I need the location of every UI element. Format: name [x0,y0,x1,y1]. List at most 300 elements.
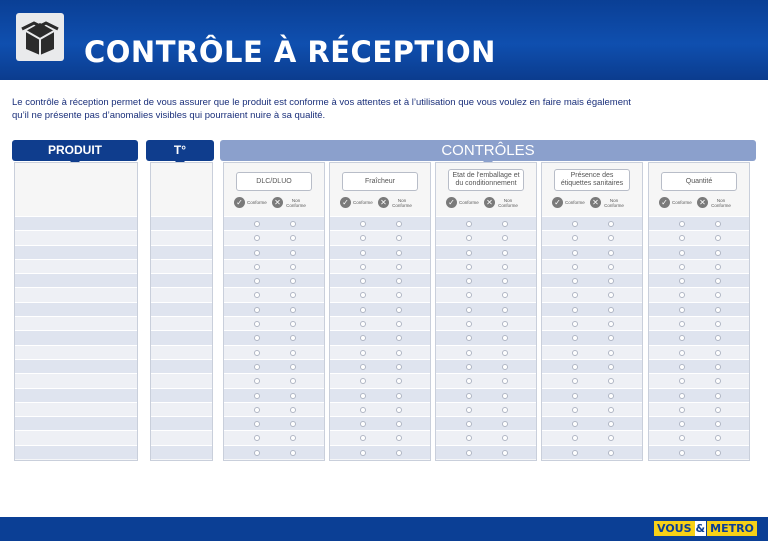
conforme-radio[interactable] [679,364,685,370]
non-conforme-radio[interactable] [396,264,402,270]
table-row[interactable] [151,373,212,387]
non-conforme-text: Non Conforme [392,197,412,208]
conforme-radio[interactable] [360,235,366,241]
non-conforme-text: Non Conforme [711,197,731,208]
non-conforme-radio[interactable] [502,335,508,341]
non-conforme-radio[interactable] [608,235,614,241]
conforme-radio[interactable] [679,350,685,356]
conforme-radio[interactable] [360,307,366,313]
conforme-radio[interactable] [572,350,578,356]
temperature-rows [151,216,212,459]
conforme-radio[interactable] [679,250,685,256]
table-row [649,430,749,444]
table-row [542,216,642,230]
conforme-radio[interactable] [466,292,472,298]
page-title: CONTRÔLE À RÉCEPTION [84,35,496,69]
control-column-4 [648,162,750,461]
non-conforme-radio[interactable] [502,378,508,384]
control-legend [330,196,430,210]
non-conforme-legend [272,197,307,208]
non-conforme-radio[interactable] [290,421,296,427]
column-header-temperature [146,140,214,161]
table-row [436,216,536,230]
conforme-radio[interactable] [679,450,685,456]
control-column-top [542,163,642,216]
conforme-radio[interactable] [254,364,260,370]
conforme-radio[interactable] [360,364,366,370]
conforme-radio[interactable] [466,321,472,327]
non-conforme-radio[interactable] [290,321,296,327]
table-row [436,359,536,373]
table-row [436,430,536,444]
non-conforme-radio[interactable] [715,421,721,427]
conforme-radio[interactable] [572,335,578,341]
conforme-radio[interactable] [360,335,366,341]
conforme-legend [552,197,585,208]
non-conforme-radio[interactable] [715,393,721,399]
conforme-radio[interactable] [254,235,260,241]
temperature-column[interactable] [150,162,213,461]
conforme-radio[interactable] [360,407,366,413]
conforme-radio[interactable] [679,307,685,313]
non-conforme-radio[interactable] [396,378,402,384]
cross-icon: ✕ [590,197,601,208]
table-row[interactable] [151,302,212,316]
conforme-radio[interactable] [254,393,260,399]
conforme-radio[interactable] [572,450,578,456]
control-rows [649,216,749,459]
non-conforme-radio[interactable] [502,393,508,399]
table-row[interactable] [15,345,137,359]
conforme-radio[interactable] [572,264,578,270]
conforme-radio[interactable] [254,335,260,341]
table-row [542,273,642,287]
table-row [224,259,324,273]
conforme-legend [446,197,479,208]
conforme-radio[interactable] [254,421,260,427]
conforme-radio[interactable] [572,292,578,298]
table-row[interactable] [151,359,212,373]
conforme-radio[interactable] [679,292,685,298]
table-row [330,345,430,359]
table-row [542,345,642,359]
non-conforme-radio[interactable] [715,450,721,456]
conforme-radio[interactable] [360,264,366,270]
conforme-legend [659,197,692,208]
table-row[interactable] [15,287,137,301]
intro-text [12,96,752,122]
temperature-column-top [151,163,212,216]
non-conforme-radio[interactable] [290,307,296,313]
non-conforme-radio[interactable] [608,221,614,227]
table-row [542,402,642,416]
non-conforme-radio[interactable] [396,321,402,327]
conforme-radio[interactable] [360,321,366,327]
non-conforme-radio[interactable] [396,393,402,399]
table-row[interactable] [15,373,137,387]
conforme-radio[interactable] [679,435,685,441]
non-conforme-radio[interactable] [715,235,721,241]
conforme-text: Conforme [247,200,267,205]
table-row [649,416,749,430]
table-row [224,388,324,402]
table-row [330,416,430,430]
non-conforme-radio[interactable] [715,221,721,227]
non-conforme-legend [378,197,413,208]
table-row[interactable] [15,302,137,316]
non-conforme-radio[interactable] [608,435,614,441]
table-row [330,330,430,344]
non-conforme-radio[interactable] [502,235,508,241]
non-conforme-radio[interactable] [608,378,614,384]
table-row[interactable] [151,402,212,416]
table-row[interactable] [15,259,137,273]
conforme-radio[interactable] [466,378,472,384]
table-row [649,259,749,273]
conforme-radio[interactable] [254,264,260,270]
produit-column[interactable] [14,162,138,461]
table-row [649,273,749,287]
non-conforme-radio[interactable] [715,350,721,356]
table-row [224,245,324,259]
intro-line-2: qu’il ne présente pas d’anomalies visibles qui pourraient nuire à sa qualité. [12,110,326,121]
non-conforme-radio[interactable] [396,307,402,313]
conforme-radio[interactable] [466,435,472,441]
brand-ampersand: & [695,522,706,535]
table-row [330,230,430,244]
conforme-radio[interactable] [254,321,260,327]
table-row[interactable] [15,388,137,402]
non-conforme-radio[interactable] [290,335,296,341]
table-row [330,287,430,301]
conforme-radio[interactable] [572,250,578,256]
non-conforme-radio[interactable] [715,250,721,256]
table-row[interactable] [151,245,212,259]
non-conforme-radio[interactable] [608,393,614,399]
non-conforme-radio[interactable] [502,221,508,227]
conforme-radio[interactable] [572,278,578,284]
conforme-radio[interactable] [679,235,685,241]
table-row[interactable] [15,430,137,444]
table-row [224,402,324,416]
conforme-radio[interactable] [572,378,578,384]
non-conforme-radio[interactable] [502,435,508,441]
non-conforme-radio[interactable] [608,421,614,427]
table-row[interactable] [15,216,137,230]
table-row [649,245,749,259]
table-row [330,430,430,444]
column-header-controles [220,140,756,161]
non-conforme-radio[interactable] [608,364,614,370]
conforme-radio[interactable] [466,335,472,341]
footer-bar [0,517,768,541]
non-conforme-radio[interactable] [396,278,402,284]
non-conforme-radio[interactable] [715,307,721,313]
non-conforme-radio[interactable] [396,364,402,370]
non-conforme-radio[interactable] [290,278,296,284]
conforme-radio[interactable] [254,307,260,313]
table-row [649,330,749,344]
non-conforme-radio[interactable] [608,450,614,456]
table-row[interactable] [151,416,212,430]
conforme-radio[interactable] [466,407,472,413]
conforme-radio[interactable] [254,378,260,384]
table-row [224,359,324,373]
cross-icon: ✕ [378,197,389,208]
conforme-radio[interactable] [679,407,685,413]
non-conforme-radio[interactable] [396,407,402,413]
conforme-radio[interactable] [466,421,472,427]
table-row [436,345,536,359]
non-conforme-radio[interactable] [608,321,614,327]
non-conforme-radio[interactable] [715,292,721,298]
conforme-radio[interactable] [360,292,366,298]
conforme-radio[interactable] [360,393,366,399]
table-row [436,373,536,387]
non-conforme-radio[interactable] [396,421,402,427]
non-conforme-radio[interactable] [290,221,296,227]
control-column-1 [329,162,431,461]
non-conforme-radio[interactable] [502,292,508,298]
check-icon: ✓ [340,197,351,208]
table-row [330,245,430,259]
non-conforme-radio[interactable] [502,321,508,327]
table-row[interactable] [15,230,137,244]
conforme-radio[interactable] [254,278,260,284]
conforme-radio[interactable] [466,264,472,270]
table-row[interactable] [15,402,137,416]
table-row [649,216,749,230]
conforme-radio[interactable] [360,421,366,427]
conforme-radio[interactable] [572,435,578,441]
conforme-radio[interactable] [679,221,685,227]
table-row [224,373,324,387]
non-conforme-text: Non Conforme [498,197,518,208]
table-row[interactable] [15,359,137,373]
table-row [224,216,324,230]
conforme-radio[interactable] [679,321,685,327]
table-row[interactable] [15,330,137,344]
conforme-radio[interactable] [572,364,578,370]
conforme-radio[interactable] [466,221,472,227]
table-row[interactable] [151,316,212,330]
non-conforme-radio[interactable] [290,407,296,413]
non-conforme-radio[interactable] [290,435,296,441]
table-row[interactable] [151,259,212,273]
non-conforme-radio[interactable] [715,378,721,384]
non-conforme-radio[interactable] [502,307,508,313]
non-conforme-radio[interactable] [290,292,296,298]
non-conforme-radio[interactable] [715,264,721,270]
non-conforme-radio[interactable] [502,264,508,270]
non-conforme-radio[interactable] [715,321,721,327]
conforme-radio[interactable] [679,278,685,284]
table-row[interactable] [151,445,212,459]
header-bar [0,0,768,80]
table-row [330,402,430,416]
table-row [436,245,536,259]
cross-icon: ✕ [484,197,495,208]
control-label: Etat de l'emballage et du conditionnement [448,169,524,191]
table-row [330,388,430,402]
conforme-radio[interactable] [254,350,260,356]
conforme-radio[interactable] [572,321,578,327]
non-conforme-radio[interactable] [396,350,402,356]
conforme-radio[interactable] [254,407,260,413]
non-conforme-radio[interactable] [396,292,402,298]
table-row [649,287,749,301]
table-row [330,359,430,373]
non-conforme-radio[interactable] [290,450,296,456]
non-conforme-radio[interactable] [608,292,614,298]
non-conforme-text: Non Conforme [604,197,624,208]
conforme-radio[interactable] [254,292,260,298]
non-conforme-legend [697,197,732,208]
control-column-top [330,163,430,216]
conforme-radio[interactable] [572,393,578,399]
table-row[interactable] [15,445,137,459]
conforme-radio[interactable] [466,350,472,356]
conforme-radio[interactable] [254,450,260,456]
conforme-radio[interactable] [466,250,472,256]
table-row[interactable] [15,273,137,287]
conforme-radio[interactable] [360,250,366,256]
table-row [542,316,642,330]
non-conforme-radio[interactable] [396,450,402,456]
conforme-radio[interactable] [254,435,260,441]
non-conforme-radio[interactable] [715,335,721,341]
table-row[interactable] [151,330,212,344]
table-row [224,416,324,430]
conforme-radio[interactable] [679,393,685,399]
non-conforme-radio[interactable] [502,250,508,256]
non-conforme-radio[interactable] [608,278,614,284]
conforme-radio[interactable] [679,378,685,384]
table-row [542,287,642,301]
control-column-2 [435,162,537,461]
non-conforme-radio[interactable] [290,350,296,356]
table-row[interactable] [151,345,212,359]
conforme-radio[interactable] [679,335,685,341]
conforme-radio[interactable] [679,264,685,270]
conforme-radio[interactable] [466,393,472,399]
table-row [224,430,324,444]
conforme-radio[interactable] [572,407,578,413]
table-row [649,388,749,402]
table-row [436,259,536,273]
conforme-radio[interactable] [572,307,578,313]
table-row[interactable] [15,416,137,430]
conforme-radio[interactable] [360,378,366,384]
non-conforme-radio[interactable] [502,278,508,284]
table-row [436,402,536,416]
non-conforme-radio[interactable] [502,407,508,413]
brand-vous: VOUS [654,521,695,536]
non-conforme-radio[interactable] [290,250,296,256]
table-row[interactable] [15,316,137,330]
table-row[interactable] [15,245,137,259]
non-conforme-radio[interactable] [715,435,721,441]
table-row[interactable] [151,216,212,230]
non-conforme-radio[interactable] [608,407,614,413]
non-conforme-radio[interactable] [290,264,296,270]
control-legend [436,196,536,210]
table-row [542,388,642,402]
non-conforme-radio[interactable] [290,393,296,399]
conforme-radio[interactable] [360,450,366,456]
check-icon: ✓ [234,197,245,208]
table-row [542,302,642,316]
non-conforme-radio[interactable] [608,335,614,341]
table-row [542,359,642,373]
table-row [436,388,536,402]
conforme-radio[interactable] [466,450,472,456]
conforme-radio[interactable] [572,235,578,241]
conforme-radio[interactable] [572,421,578,427]
conforme-radio[interactable] [466,364,472,370]
conforme-legend [234,197,267,208]
conforme-radio[interactable] [360,278,366,284]
control-column-3 [541,162,643,461]
non-conforme-radio[interactable] [396,435,402,441]
table-row[interactable] [151,287,212,301]
non-conforme-radio[interactable] [396,250,402,256]
non-conforme-radio[interactable] [715,278,721,284]
non-conforme-radio[interactable] [608,350,614,356]
conforme-radio[interactable] [466,235,472,241]
non-conforme-radio[interactable] [396,235,402,241]
conforme-radio[interactable] [360,221,366,227]
non-conforme-radio[interactable] [502,364,508,370]
non-conforme-radio[interactable] [502,350,508,356]
conforme-radio[interactable] [466,278,472,284]
table-row[interactable] [151,388,212,402]
table-row[interactable] [151,230,212,244]
table-row [330,259,430,273]
conforme-radio[interactable] [254,221,260,227]
non-conforme-radio[interactable] [608,307,614,313]
conforme-radio[interactable] [572,221,578,227]
non-conforme-radio[interactable] [396,221,402,227]
non-conforme-radio[interactable] [715,364,721,370]
column-header-produit [12,140,138,161]
column-header-produit-label: PRODUIT [48,143,102,157]
table-row [542,430,642,444]
conforme-radio[interactable] [360,435,366,441]
non-conforme-radio[interactable] [502,450,508,456]
control-label: Présence des étiquettes sanitaires [554,169,630,191]
check-icon: ✓ [552,197,563,208]
conforme-radio[interactable] [466,307,472,313]
non-conforme-radio[interactable] [608,250,614,256]
non-conforme-radio[interactable] [290,364,296,370]
non-conforme-radio[interactable] [715,407,721,413]
conforme-radio[interactable] [679,421,685,427]
table-row[interactable] [151,273,212,287]
conforme-text: Conforme [565,200,585,205]
non-conforme-radio[interactable] [290,378,296,384]
conforme-radio[interactable] [360,350,366,356]
table-row [224,445,324,459]
non-conforme-radio[interactable] [396,335,402,341]
non-conforme-radio[interactable] [502,421,508,427]
non-conforme-radio[interactable] [608,264,614,270]
control-column-top [436,163,536,216]
table-row [330,302,430,316]
conforme-radio[interactable] [254,250,260,256]
table-row[interactable] [151,430,212,444]
non-conforme-radio[interactable] [290,235,296,241]
